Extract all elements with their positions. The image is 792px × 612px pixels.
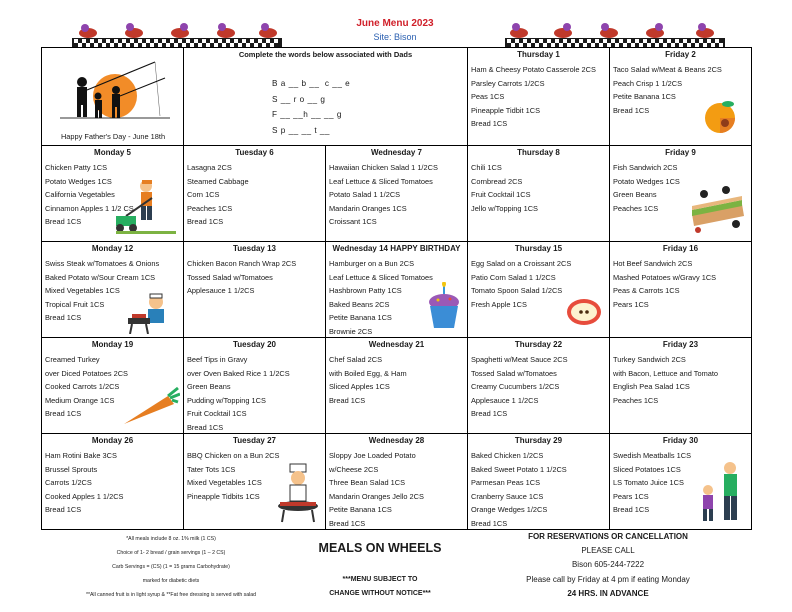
day-cell <box>468 434 610 530</box>
menu-item: Pears 1CS <box>613 299 649 309</box>
day-cell <box>468 338 610 434</box>
menu-item: Tater Tots 1CS <box>187 464 236 474</box>
menu-item: Bread 1CS <box>329 518 366 528</box>
day-header: Monday 5 <box>94 148 131 157</box>
menu-item: Mixed Vegetables 1CS <box>187 478 262 488</box>
reservation-line: 24 HRS. IN ADVANCE <box>567 588 649 598</box>
reservation-line: PLEASE CALL <box>581 546 635 556</box>
menu-item: Mixed Vegetables 1CS <box>45 286 120 296</box>
menu-item: Pears 1CS <box>613 491 649 501</box>
note-line: Choice of 1- 2 bread / grain servings (1 – 2 CS) <box>116 550 226 556</box>
reservation-phone: Bison 605-244-7222 <box>571 560 645 570</box>
day-cell <box>42 242 184 338</box>
menu-item: Green Beans <box>613 190 657 200</box>
day-header: Friday 9 <box>665 148 696 157</box>
puzzle-title: Complete the words below associated with Dads <box>238 50 413 59</box>
subject-line: CHANGE WITHOUT NOTICE*** <box>329 590 431 597</box>
menu-item: Potato Wedges 1CS <box>613 176 680 186</box>
note-line: **All canned fruit is in light syrup & **Fat free dressing is served with salad <box>85 592 257 598</box>
menu-item: Patio Corn Salad 1 1/2CS <box>471 272 556 282</box>
father-son-illustration <box>694 460 750 526</box>
bbq-chef-illustration <box>276 462 322 524</box>
menu-calendar-grid <box>41 47 752 530</box>
decorative-border-left <box>72 20 282 48</box>
menu-item: Baked Potato w/Sour Cream 1CS <box>45 272 156 282</box>
menu-item: Bread 1CS <box>187 217 224 227</box>
menu-item: Hamburger on a Bun 2CS <box>329 259 415 268</box>
chef-grill-illustration <box>126 292 180 334</box>
menu-item: with Boiled Egg, & Ham <box>329 368 407 378</box>
menu-item: Mandarin Oranges 1CS <box>329 203 407 213</box>
menu-item: with Bacon, Lettuce and Tomato <box>613 368 719 378</box>
menu-item: Applesauce 1 1/2CS <box>471 395 539 405</box>
menu-item: Potato Salad 1 1/2CS <box>329 190 401 200</box>
menu-item: Creamed Turkey <box>45 355 100 364</box>
menu-item: Swiss Steak w/Tomatoes & Onions <box>45 259 160 268</box>
menu-item: Pineapple Tidbits 1CS <box>187 491 260 501</box>
menu-item: Turkey Sandwich 2CS <box>613 355 686 364</box>
day-header: Monday 12 <box>91 244 134 253</box>
menu-item: Sliced Potatoes 1CS <box>613 464 681 474</box>
menu-item: Baked Chicken 1/2CS <box>471 451 544 460</box>
apple-slice-icon <box>564 294 604 328</box>
reservation-line: Please call by Friday at 4 pm if eating Monday <box>526 574 690 584</box>
puzzle-line: S __ r o __ g <box>272 94 326 104</box>
menu-item: Spaghetti w/Meat Sauce 2CS <box>471 355 568 364</box>
day-cell <box>326 242 468 338</box>
day-header: Tuesday 6 <box>235 148 274 157</box>
meals-on-wheels-title: MEALS ON WHEELS <box>318 541 442 555</box>
day-header: Wednesday 28 <box>368 436 425 445</box>
menu-item: Bread 1CS <box>45 217 82 227</box>
menu-item: Peaches 1CS <box>613 395 659 405</box>
menu-item: Lasagna 2CS <box>187 163 232 172</box>
menu-item: Carrots 1/2CS <box>45 478 92 488</box>
ants-sandwich-illustration <box>686 184 748 236</box>
menu-item: Sloppy Joe Loaded Potato <box>329 451 416 460</box>
menu-item: Fruit Cocktail 1CS <box>187 409 247 419</box>
day-cell-friday-2 <box>610 48 752 146</box>
day-cell <box>42 146 184 242</box>
menu-item: Baked Beans 2CS <box>329 299 390 309</box>
menu-item: Leaf Lettuce & Sliced Tomatoes <box>329 176 433 186</box>
day-header: Friday 2 <box>665 50 696 59</box>
menu-item: Medium Orange 1CS <box>45 395 115 405</box>
menu-item: Parsley Carrots 1/2CS <box>471 78 545 88</box>
carrot-icon <box>118 384 180 430</box>
menu-item: California Vegetables <box>45 190 115 200</box>
menu-item: Petite Banana 1CS <box>329 505 392 515</box>
menu-item: Tossed Salad w/Tomatoes <box>471 368 557 378</box>
note-line: marked for diabetic diets <box>142 578 200 584</box>
menu-item: Baked Sweet Potato 1 1/2CS <box>471 464 567 474</box>
menu-item: Bread 1CS <box>471 518 508 528</box>
menu-item: Potato Wedges 1CS <box>45 176 112 186</box>
day-header: Monday 26 <box>91 436 134 445</box>
word-puzzle-cell <box>184 48 468 146</box>
day-header: Wednesday 7 <box>371 148 422 157</box>
peach-icon <box>700 98 744 136</box>
menu-item: Peaches 1CS <box>187 203 233 213</box>
day-header: Thursday 22 <box>514 340 563 349</box>
menu-item: Chef Salad 2CS <box>329 355 382 364</box>
menu-item: Steamed Cabbage <box>187 176 249 186</box>
day-header: Wednesday 21 <box>368 340 425 349</box>
day-header: Tuesday 20 <box>233 340 276 349</box>
menu-item: Tomato Spoon Salad 1/2CS <box>471 286 563 296</box>
menu-item: Parmesan Peas 1CS <box>471 478 541 488</box>
day-header: Friday 16 <box>662 244 699 253</box>
day-cell <box>184 434 326 530</box>
menu-item: Bread 1CS <box>187 422 224 432</box>
menu-item: over Diced Potatoes 2CS <box>45 368 128 378</box>
menu-item: Brownie 2CS <box>329 326 373 336</box>
day-cell <box>468 146 610 242</box>
day-cell <box>184 146 326 242</box>
menu-item: Cranberry Sauce 1CS <box>471 491 544 501</box>
menu-item: w/Cheese 2CS <box>329 464 379 474</box>
day-cell <box>610 434 752 530</box>
lawn-mower-man-illustration <box>116 176 176 236</box>
menu-item: Egg Salad on a Croissant 2CS <box>471 259 572 268</box>
menu-item: Bread 1CS <box>471 119 508 129</box>
menu-item: Bread 1CS <box>613 105 650 115</box>
note-line: Carb Servings = (CS) (1 = 15 grams Carbohydrate) <box>112 564 230 570</box>
day-cell <box>184 242 326 338</box>
menu-item: Peaches 1CS <box>613 203 659 213</box>
day-header: Tuesday 27 <box>233 436 276 445</box>
menu-item: Petite Banana 1CS <box>329 313 392 323</box>
puzzle-line: S p __ __ t __ <box>272 125 330 135</box>
menu-item: Peach Crisp 1 1/2CS <box>613 78 683 88</box>
day-cell <box>610 242 752 338</box>
menu-item: Chicken Bacon Ranch Wrap 2CS <box>187 259 297 268</box>
menu-item: Mashed Potatoes w/Gravy 1CS <box>613 272 717 282</box>
puzzle-line: B a __ b __ c __ e <box>272 79 351 88</box>
menu-item: Sliced Apples 1CS <box>329 382 390 392</box>
menu-item: Tossed Salad w/Tomatoes <box>187 272 273 282</box>
menu-item: Orange Wedges 1/2CS <box>471 505 548 515</box>
day-header: Tuesday 13 <box>233 244 276 253</box>
fathers-day-caption: Happy Father's Day - June 18th <box>60 132 166 141</box>
decorative-border-right <box>505 20 725 48</box>
day-cell <box>42 338 184 434</box>
menu-item: Fish Sandwich 2CS <box>613 163 678 172</box>
menu-item: Cinnamon Apples 1 1/2 CS <box>45 203 134 213</box>
menu-item: Corn 1CS <box>187 190 220 200</box>
site-label: Site: Bison <box>373 32 417 42</box>
fishing-family-illustration <box>60 58 170 133</box>
day-cell-thursday-1 <box>468 48 610 146</box>
menu-item: Ham Rotini Bake 3CS <box>45 451 117 460</box>
day-cell <box>468 242 610 338</box>
day-cell <box>326 338 468 434</box>
menu-item: Leaf Lettuce & Sliced Tomatoes <box>329 272 433 282</box>
menu-item: Applesauce 1 1/2CS <box>187 286 255 296</box>
menu-item: Bread 1CS <box>471 409 508 419</box>
menu-item: BBQ Chicken on a Bun 2CS <box>187 451 280 460</box>
menu-item: Three Bean Salad 1CS <box>329 478 406 488</box>
day-cell <box>610 146 752 242</box>
day-cell <box>42 434 184 530</box>
reservation-info <box>478 530 738 601</box>
menu-item: Bread 1CS <box>45 505 82 515</box>
puzzle-line: F __ __h __ __ g <box>272 110 342 119</box>
menu-item: Peas 1CS <box>471 92 505 102</box>
day-header: Friday 23 <box>662 340 699 349</box>
menu-item: Bread 1CS <box>329 395 366 405</box>
day-header: Monday 19 <box>91 340 134 349</box>
menu-item: Pudding w/Topping 1CS <box>187 395 266 405</box>
menu-item: Tropical Fruit 1CS <box>45 299 105 309</box>
menu-item: Chili 1CS <box>471 163 502 172</box>
menu-item: Cornbread 2CS <box>471 176 523 186</box>
day-header: Thursday 8 <box>517 148 560 157</box>
day-header: Thursday 29 <box>514 436 563 445</box>
day-cell <box>326 434 468 530</box>
menu-item: Fruit Cocktail 1CS <box>471 190 531 200</box>
menu-item: Chicken Patty 1CS <box>45 163 108 172</box>
subject-to-change-notice <box>305 573 455 601</box>
menu-item: Bread 1CS <box>45 313 82 323</box>
menu-item: LS Tomato Juice 1CS <box>613 478 684 488</box>
menu-item: over Oven Baked Rice 1 1/2CS <box>187 368 290 378</box>
day-cell <box>610 338 752 434</box>
day-header: Friday 30 <box>662 436 699 445</box>
menu-title: June Menu 2023 <box>356 18 434 29</box>
menu-item: Beef Tips in Gravy <box>187 355 248 364</box>
menu-item: Pineapple Tidbit 1CS <box>471 105 541 115</box>
menu-item: Ham & Cheesy Potato Casserole 2CS <box>471 65 596 74</box>
menu-item: Hashbrown Patty 1CS <box>329 286 402 296</box>
day-header: Wednesday 14 HAPPY BIRTHDAY <box>332 244 461 253</box>
menu-item: Bread 1CS <box>45 409 82 419</box>
subject-line: ***MENU SUBJECT TO <box>342 576 418 583</box>
menu-item: Fresh Apple 1CS <box>471 299 527 309</box>
menu-item: English Pea Salad 1CS <box>613 382 690 392</box>
menu-item: Cooked Carrots 1/2CS <box>45 382 120 392</box>
menu-item: Bread 1CS <box>613 505 650 515</box>
menu-item: Hawaiian Chicken Salad 1 1/2CS <box>329 163 438 172</box>
note-line: *All meals include 8 oz. 1% milk (1 CS) <box>126 536 216 542</box>
fathers-day-cell <box>42 48 184 146</box>
day-header: Thursday 1 <box>517 50 560 59</box>
menu-item: Green Beans <box>187 382 231 392</box>
menu-item: Petite Banana 1CS <box>613 92 676 102</box>
menu-item: Peas & Carrots 1CS <box>613 286 680 296</box>
menu-item: Swedish Meatballs 1CS <box>613 451 692 460</box>
day-cell <box>326 146 468 242</box>
day-cell <box>184 338 326 434</box>
menu-item: Cooked Apples 1 1/2CS <box>45 491 124 501</box>
menu-item: Brussel Sprouts <box>45 464 98 474</box>
menu-item: Taco Salad w/Meat & Beans 2CS <box>613 65 722 74</box>
word-puzzle <box>272 76 350 138</box>
birthday-cupcake-icon <box>426 282 462 330</box>
day-header: Thursday 15 <box>514 244 563 253</box>
menu-item: Jello w/Topping 1CS <box>471 203 538 213</box>
reservation-heading: FOR RESERVATIONS OR CANCELLATION <box>528 532 688 541</box>
nutrition-notes <box>41 532 301 602</box>
menu-item: Croissant 1CS <box>329 217 377 227</box>
menu-item: Creamy Cucumbers 1/2CS <box>471 382 560 392</box>
menu-item: Hot Beef Sandwich 2CS <box>613 259 693 268</box>
menu-item: Mandarin Oranges Jello 2CS <box>329 491 424 501</box>
